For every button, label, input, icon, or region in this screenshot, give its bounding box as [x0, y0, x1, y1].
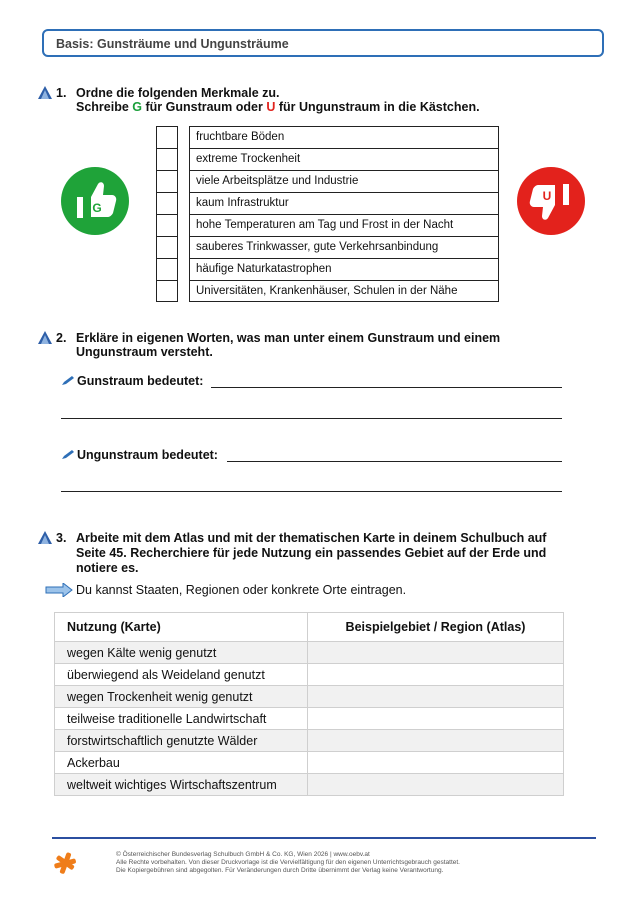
table-row — [55, 664, 564, 686]
usage-cell: überwiegend als Weideland genutzt — [55, 664, 308, 686]
task-3-number: 3. — [56, 531, 67, 545]
characteristic-item: extreme Trockenheit — [189, 148, 499, 170]
answer-box[interactable] — [156, 148, 178, 170]
usage-cell: wegen Trockenheit wenig genutzt — [55, 686, 308, 708]
answer-box[interactable] — [156, 170, 178, 192]
region-answer-cell[interactable] — [308, 730, 564, 752]
answer-line[interactable] — [211, 387, 562, 388]
characteristic-item: kaum Infrastruktur — [189, 192, 499, 214]
task-2-heading — [38, 331, 598, 363]
usage-table — [54, 612, 564, 796]
task-1-line-2: Schreibe G für Gunstraum oder U für Ungunstraum in die Kästchen. — [76, 100, 480, 114]
table-row — [55, 686, 564, 708]
characteristic-item: viele Arbeitsplätze und Industrie — [189, 170, 499, 192]
ungunstraum-label: Ungunstraum bedeutet: — [77, 448, 218, 462]
task-1-line-1: Ordne die folgenden Merkmale zu. — [76, 86, 280, 100]
usage-cell: Ackerbau — [55, 752, 308, 774]
usage-cell: wegen Kälte wenig genutzt — [55, 642, 308, 664]
characteristic-item: häufige Naturkatastrophen — [189, 258, 499, 280]
region-answer-cell[interactable] — [308, 708, 564, 730]
answer-box[interactable] — [156, 236, 178, 258]
answer-box[interactable] — [156, 280, 178, 302]
table-row — [55, 730, 564, 752]
answer-box[interactable] — [156, 258, 178, 280]
task-3-heading — [38, 531, 598, 577]
footer-divider — [52, 837, 596, 839]
table-header-row — [55, 613, 564, 642]
table-row — [55, 752, 564, 774]
answer-box[interactable] — [156, 126, 178, 148]
task-3-line-1: Arbeite mit dem Atlas und mit der thematischen Karte in deinem Schulbuch auf — [76, 531, 547, 545]
region-answer-cell[interactable] — [308, 664, 564, 686]
task-2-line-1: Erkläre in eigenen Worten, was man unter einem Gunstraum und einem — [76, 331, 501, 345]
region-answer-cell[interactable] — [308, 686, 564, 708]
footer-copyright: © Österreichischer Bundesverlag Schulbuch GmbH & Co. KG, Wien 2026 | www.oebv.at Alle Rechte vorbehalten. Von dieser Druckvorlage ist die Vervielfältigung für den eigenen Unterrichtsgebrauch gestattet. Die Kopiergebühren sind abgegolten. Für Veränderungen durch Dritte übernimmt der Verlag keine Verantwortung. — [116, 851, 460, 874]
pencil-icon — [61, 450, 75, 460]
usage-cell: weltweit wichtiges Wirtschaftszentrum — [55, 774, 308, 796]
thumbs-down-icon — [517, 167, 585, 235]
thumbs-up-icon — [61, 167, 129, 235]
difficulty-triangle-icon — [38, 331, 52, 344]
publisher-logo-icon — [52, 850, 78, 876]
usage-cell: teilweise traditionelle Landwirtschaft — [55, 708, 308, 730]
difficulty-triangle-icon — [38, 531, 52, 544]
thumb-down-letter: U — [542, 189, 552, 203]
thumb-up-letter: G — [92, 201, 102, 215]
task-1-heading — [38, 86, 598, 118]
answer-box[interactable] — [156, 214, 178, 236]
region-answer-cell[interactable] — [308, 752, 564, 774]
answer-line[interactable] — [61, 418, 562, 419]
characteristics-list — [189, 126, 499, 302]
letter-g: G — [132, 100, 143, 114]
task-3-line-2: Seite 45. Recherchiere für jede Nutzung ein passendes Gebiet auf der Erde und — [76, 546, 547, 560]
table-row — [55, 708, 564, 730]
task-2-line-2: Ungunstraum versteht. — [76, 345, 213, 359]
answer-line[interactable] — [227, 461, 562, 462]
task-1-number: 1. — [56, 86, 67, 100]
characteristic-item: fruchtbare Böden — [189, 126, 499, 148]
letter-u: U — [266, 100, 276, 114]
arrow-right-icon — [45, 583, 73, 597]
difficulty-triangle-icon — [38, 86, 52, 99]
worksheet-title: Basis: Gunsträume und Ungunsträume — [56, 37, 289, 51]
characteristic-item: hohe Temperaturen am Tag und Frost in der Nacht — [189, 214, 499, 236]
answer-line[interactable] — [61, 491, 562, 492]
column-header: Beispielgebiet / Region (Atlas) — [308, 613, 564, 642]
characteristic-item: Universitäten, Krankenhäuser, Schulen in der Nähe — [189, 280, 499, 302]
task-3-hint: Du kannst Staaten, Regionen oder konkrete Orte eintragen. — [76, 583, 407, 597]
task-2-number: 2. — [56, 331, 67, 345]
region-answer-cell[interactable] — [308, 642, 564, 664]
worksheet-header — [42, 29, 604, 57]
answer-boxes — [156, 126, 178, 302]
table-row — [55, 774, 564, 796]
usage-cell: forstwirtschaftlich genutzte Wälder — [55, 730, 308, 752]
column-header: Nutzung (Karte) — [55, 613, 308, 642]
gunstraum-label: Gunstraum bedeutet: — [77, 374, 204, 388]
characteristic-item: sauberes Trinkwasser, gute Verkehrsanbindung — [189, 236, 499, 258]
pencil-icon — [61, 376, 75, 386]
region-answer-cell[interactable] — [308, 774, 564, 796]
task-3-line-3: notiere es. — [76, 561, 139, 575]
table-row — [55, 642, 564, 664]
answer-box[interactable] — [156, 192, 178, 214]
